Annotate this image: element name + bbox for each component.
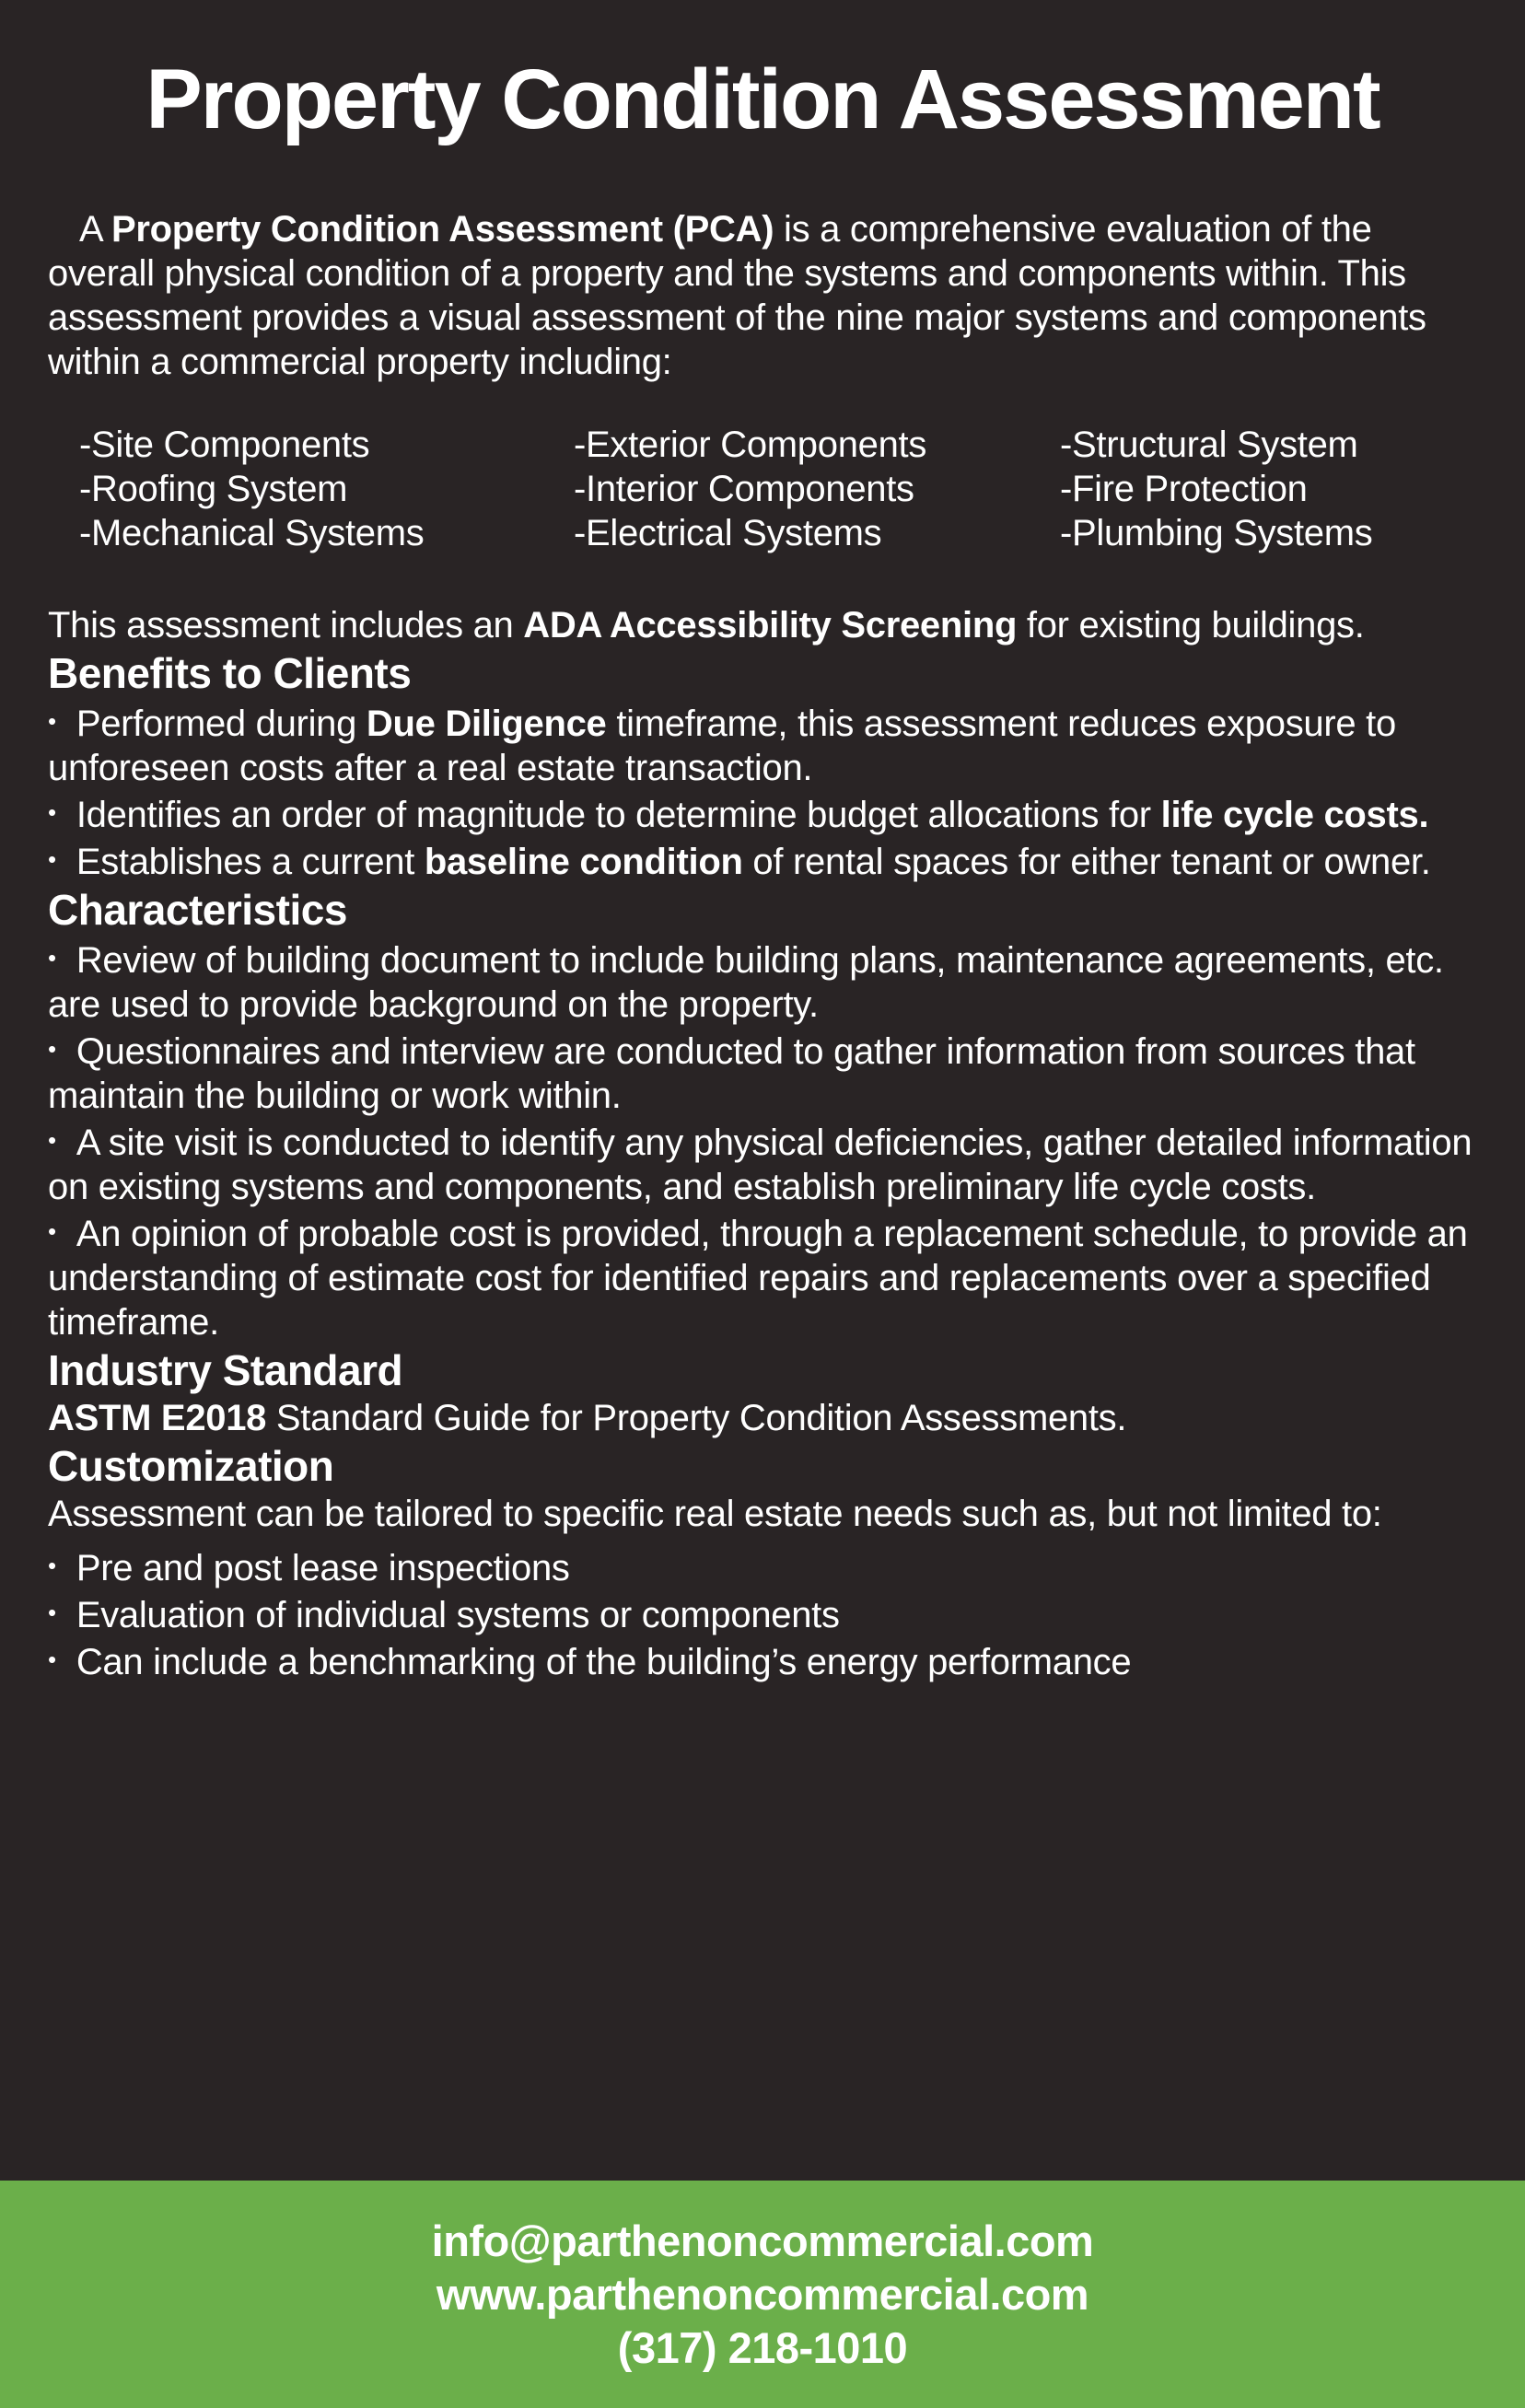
- customization-bullet: [48, 1590, 1477, 1637]
- ada-suffix: for existing buildings.: [1017, 605, 1365, 646]
- benefit-text: timeframe, this assessment reduces exposure to unforeseen costs after a real estate transaction.: [48, 704, 1396, 788]
- characteristic-bullet: [48, 1209, 1477, 1344]
- list-item: -Plumbing Systems: [1060, 513, 1373, 553]
- ada-term: ADA Accessibility Screening: [523, 605, 1018, 646]
- characteristic-bullet: [48, 1027, 1477, 1118]
- list-item: -Site Components: [79, 425, 370, 465]
- benefits-heading: Benefits to Clients: [48, 649, 412, 697]
- characteristic-bullet: [48, 1118, 1477, 1209]
- flyer-content: [0, 51, 1525, 1684]
- characteristic-bullet: [48, 936, 1477, 1027]
- list-item: -Interior Components: [574, 469, 914, 509]
- ada-note: [48, 603, 1477, 647]
- list-item: -Fire Protection: [1060, 469, 1308, 509]
- characteristic-text: A site visit is conducted to identify any physical deficiencies, gather detailed information on existing systems and components, and establish preliminary life cycle costs.: [48, 1123, 1473, 1207]
- benefit-bullet: [48, 699, 1477, 790]
- intro-prefix: A: [79, 209, 111, 250]
- characteristic-text: An opinion of probable cost is provided, through a replacement schedule, to provide an understanding of estimate cost for identified repairs and replacements over a specified timeframe.: [48, 1214, 1468, 1343]
- customization-lead: Assessment can be tailored to specific real estate needs such as, but not limited to:: [48, 1494, 1382, 1534]
- footer-website: www.parthenoncommercial.com: [436, 2269, 1089, 2319]
- systems-column-1: [48, 423, 574, 555]
- benefit-text: of rental spaces for either tenant or owner.: [742, 842, 1431, 882]
- intro-paragraph: [48, 207, 1477, 384]
- intro-rest: is a comprehensive evaluation of the overall physical condition of a property and the systems and components within. This assessment provides a visual assessment of the nine major systems and components within a commercial property including:: [48, 209, 1426, 382]
- benefit-bullet: [48, 837, 1477, 884]
- bullet-icon: •: [48, 1217, 56, 1245]
- astm-term: ASTM E2018: [48, 1398, 267, 1438]
- industry-note: [48, 1396, 1477, 1440]
- customization-text: Pre and post lease inspections: [76, 1548, 570, 1588]
- benefit-term: baseline condition: [424, 842, 743, 882]
- list-item: -Mechanical Systems: [79, 513, 425, 553]
- bullet-icon: •: [48, 944, 56, 971]
- footer-phone: (317) 218-1010: [617, 2322, 908, 2372]
- bullet-icon: •: [48, 845, 56, 873]
- bullet-icon: •: [48, 707, 56, 735]
- customization-heading: Customization: [48, 1442, 334, 1490]
- list-item: -Structural System: [1060, 425, 1358, 465]
- benefit-text: Performed during: [76, 704, 367, 744]
- list-item: -Electrical Systems: [574, 513, 882, 553]
- bullet-icon: •: [48, 1599, 56, 1626]
- benefit-text: Establishes a current: [76, 842, 425, 882]
- customization-text: Can include a benchmarking of the building’s energy performance: [76, 1642, 1132, 1682]
- intro-term-pca: Property Condition Assessment (PCA): [111, 209, 774, 250]
- benefit-bullet: [48, 790, 1477, 837]
- bullet-icon: •: [48, 1552, 56, 1579]
- list-item: -Exterior Components: [574, 425, 927, 465]
- bullet-icon: •: [48, 1035, 56, 1063]
- systems-column-2: [574, 423, 1060, 555]
- bullet-icon: •: [48, 1126, 56, 1154]
- customization-bullet: [48, 1543, 1477, 1590]
- systems-column-3: [1060, 423, 1477, 555]
- industry-text: Standard Guide for Property Condition Assessments.: [266, 1398, 1127, 1438]
- contact-footer: [0, 2181, 1525, 2408]
- footer-email: info@parthenoncommercial.com: [431, 2216, 1094, 2265]
- industry-heading: Industry Standard: [48, 1346, 403, 1394]
- bullet-icon: •: [48, 1646, 56, 1673]
- benefit-text: Identifies an order of magnitude to determine budget allocations for: [76, 795, 1161, 835]
- benefit-term: Due Diligence: [366, 704, 607, 744]
- customization-bullet: [48, 1637, 1477, 1684]
- ada-prefix: This assessment includes an: [48, 605, 524, 646]
- bullet-icon: •: [48, 798, 56, 826]
- characteristic-text: Questionnaires and interview are conducted to gather information from sources that maintain the building or work within.: [48, 1031, 1415, 1116]
- characteristics-heading: Characteristics: [48, 886, 347, 934]
- characteristic-text: Review of building document to include building plans, maintenance agreements, etc. are used to provide background on the property.: [48, 940, 1444, 1025]
- customization-text: Evaluation of individual systems or components: [76, 1595, 840, 1635]
- page-title: Property Condition Assessment: [146, 52, 1379, 146]
- list-item: -Roofing System: [79, 469, 348, 509]
- benefit-term: life cycle costs.: [1160, 795, 1429, 835]
- systems-list: [48, 423, 1477, 555]
